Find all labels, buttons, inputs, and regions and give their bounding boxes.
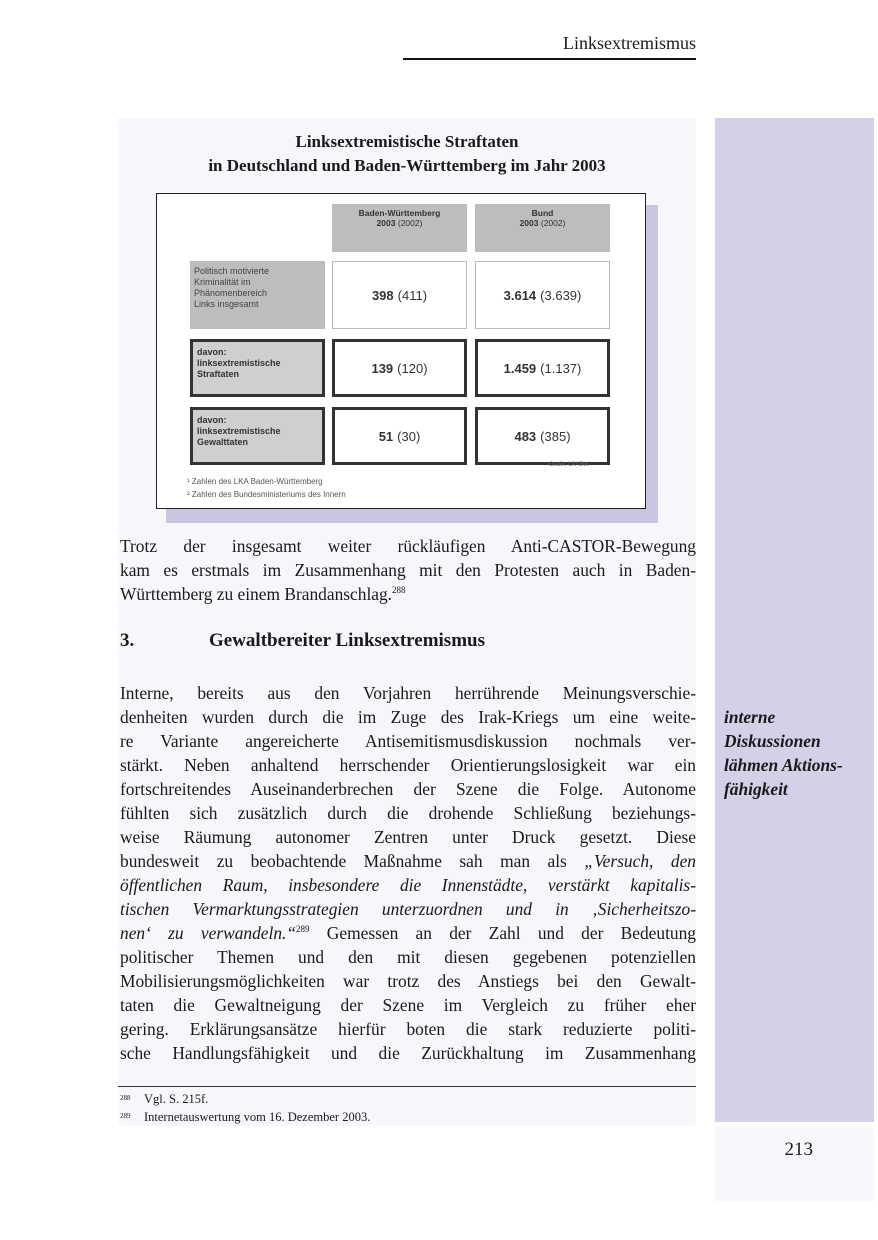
margin-note bbox=[724, 705, 874, 801]
margin-note-line: lähmen Aktions- bbox=[724, 755, 843, 775]
row-label-gewalttaten bbox=[190, 407, 325, 465]
column-header-bw-label: Baden-Württemberg bbox=[358, 208, 441, 218]
section-heading bbox=[120, 630, 485, 652]
value-bund-gewalttaten-2003: 483 bbox=[514, 428, 537, 444]
value-bw-straftaten-2002: (120) bbox=[397, 360, 428, 376]
figure-title bbox=[118, 130, 696, 178]
column-header-bund-label: Bund bbox=[531, 208, 554, 218]
value-bund-total bbox=[475, 261, 610, 329]
value-bund-total-2002: (3.639) bbox=[540, 287, 582, 303]
paragraph-line: Interne, bereits aus den Vorjahren herrührende Meinungsverschie- bbox=[120, 683, 696, 703]
paragraph-line: sche Handlungsfähigkeit und die Zurückhaltung im Zusammenhang bbox=[120, 1043, 696, 1063]
paragraph-line bbox=[120, 582, 696, 606]
row-label-straftaten-line: linksextremistische bbox=[197, 358, 281, 368]
footnote-289 bbox=[120, 1110, 370, 1125]
footnote-ref-289: 289 bbox=[296, 924, 310, 934]
quote-text: „Versuch, den bbox=[584, 851, 696, 871]
paragraph-line: denheiten wurden durch die im Zuge des Irak-Kriegs um eine weite- bbox=[120, 707, 696, 727]
value-bw-total-2002: (411) bbox=[397, 287, 428, 303]
paragraph-line: weise Räumung autonomer Zentren unter Druck gesetzt. Diese bbox=[120, 827, 696, 847]
page-number: 213 bbox=[784, 1139, 813, 1160]
margin-panel bbox=[715, 118, 874, 1122]
figure-source: Grafik: LfV BW bbox=[549, 462, 589, 468]
footnote-288 bbox=[120, 1092, 208, 1107]
figure-footnote-1: ¹ Zahlen des LKA Baden-Württemberg bbox=[187, 477, 323, 486]
paragraph-gewalt bbox=[120, 681, 696, 1065]
margin-note-line: Diskussionen bbox=[724, 731, 821, 751]
figure-footnote-2: ² Zahlen des Bundesministeriums des Innern bbox=[187, 490, 346, 499]
column-header-bund bbox=[475, 204, 610, 252]
section-number: 3. bbox=[120, 630, 135, 651]
row-label-total-line: Phänomenbereich bbox=[194, 288, 268, 298]
row-label-straftaten-line: Straftaten bbox=[197, 369, 240, 379]
running-title: Linksextremismus bbox=[403, 33, 696, 60]
footnote-text: Vgl. S. 215f. bbox=[144, 1092, 209, 1106]
footnote-number: 288 bbox=[120, 1094, 131, 1102]
paragraph-line: gering. Erklärungsansätze hierfür boten die stark reduzierte politi- bbox=[120, 1019, 696, 1039]
page-number-panel bbox=[715, 1127, 874, 1201]
value-bund-gewalttaten bbox=[475, 407, 610, 465]
row-label-total bbox=[190, 261, 325, 329]
value-bw-straftaten bbox=[332, 339, 467, 397]
column-header-bw-year: 2003 bbox=[376, 218, 396, 228]
value-bw-total bbox=[332, 261, 467, 329]
margin-note-line: interne bbox=[724, 707, 776, 727]
footnote-ref-288: 288 bbox=[392, 585, 406, 595]
value-bund-straftaten bbox=[475, 339, 610, 397]
paragraph-text: Gemessen an der Zahl und der Bedeutung bbox=[309, 923, 696, 943]
paragraph-line: Mobilisierungsmöglichkeiten war trotz des Anstiegs bei den Gewalt- bbox=[120, 971, 696, 991]
row-label-total-line: Kriminalität im bbox=[194, 277, 251, 287]
row-label-gewalttaten-line: Gewalttaten bbox=[197, 437, 249, 447]
paragraph-text: bundesweit zu beobachtende Maßnahme sah man als bbox=[120, 851, 585, 871]
value-bw-gewalttaten-2002: (30) bbox=[397, 428, 421, 444]
paragraph-line: fühlten sich zusätzlich durch die drohende Schließung beziehungs- bbox=[120, 803, 696, 823]
row-label-total-line: Politisch motivierte bbox=[194, 266, 270, 276]
footnote-text: Internetauswertung vom 16. Dezember 2003. bbox=[144, 1110, 371, 1124]
paragraph-line bbox=[120, 921, 696, 945]
quote-text: tischen Vermarktungsstrategien unterzuordnen und in ‚Sicherheitszo- bbox=[120, 899, 696, 919]
value-bund-straftaten-2003: 1.459 bbox=[503, 360, 537, 376]
column-header-bund-prev: (2002) bbox=[540, 218, 566, 228]
column-header-bw bbox=[332, 204, 467, 252]
paragraph-text: Württemberg zu einem Brandanschlag. bbox=[120, 584, 393, 604]
quote-text: nen‘ zu verwandeln.“ bbox=[120, 923, 297, 943]
footnote-divider bbox=[118, 1086, 696, 1087]
row-label-gewalttaten-line: linksextremistische bbox=[197, 426, 281, 436]
margin-note-line: fähigkeit bbox=[724, 779, 788, 799]
value-bw-straftaten-2003: 139 bbox=[371, 360, 394, 376]
paragraph-line: Trotz der insgesamt weiter rückläufigen Anti-CASTOR-Bewegung bbox=[120, 536, 696, 556]
row-label-straftaten bbox=[190, 339, 325, 397]
value-bw-gewalttaten-2003: 51 bbox=[378, 428, 394, 444]
paragraph-line bbox=[120, 873, 696, 897]
paragraph-line: taten die Gewaltneigung der Szene im Vergleich zu früher eher bbox=[120, 995, 696, 1015]
row-label-gewalttaten-line: davon: bbox=[197, 415, 227, 425]
paragraph-line: fortschreitendes Auseinanderbrechen der Szene die Folge. Autonome bbox=[120, 779, 696, 799]
figure-title-line2: in Deutschland und Baden-Württemberg im Jahr 2003 bbox=[208, 156, 606, 175]
value-bw-total-2003: 398 bbox=[371, 287, 394, 303]
column-header-bund-year: 2003 bbox=[519, 218, 539, 228]
paragraph-line: re Variante angereicherte Antisemitismusdiskussion nochmals ver- bbox=[120, 731, 696, 751]
paragraph-line: politischer Themen und den mit diesen gegebenen potenziellen bbox=[120, 947, 696, 967]
section-title: Gewaltbereiter Linksextremismus bbox=[209, 630, 485, 651]
value-bund-gewalttaten-2002: (385) bbox=[540, 428, 571, 444]
paragraph-line bbox=[120, 849, 696, 873]
paragraph-line: stärkt. Neben anhaltend herrschender Orientierungslosigkeit war ein bbox=[120, 755, 696, 775]
row-label-straftaten-line: davon: bbox=[197, 347, 227, 357]
statistics-figure bbox=[156, 193, 646, 509]
paragraph-castor bbox=[120, 534, 696, 606]
value-bund-straftaten-2002: (1.137) bbox=[540, 360, 582, 376]
footnote-number: 289 bbox=[120, 1112, 131, 1120]
paragraph-line bbox=[120, 897, 696, 921]
value-bw-gewalttaten bbox=[332, 407, 467, 465]
value-bund-total-2003: 3.614 bbox=[503, 287, 537, 303]
row-label-total-line: Links insgesamt bbox=[194, 299, 259, 309]
figure-title-line1: Linksextremistische Straftaten bbox=[295, 132, 519, 151]
paragraph-line: kam es erstmals im Zusammenhang mit den Protesten auch in Baden- bbox=[120, 560, 696, 580]
quote-text: öffentlichen Raum, insbesondere die Innenstädte, verstärkt kapitalis- bbox=[120, 875, 696, 895]
column-header-bw-prev: (2002) bbox=[397, 218, 423, 228]
